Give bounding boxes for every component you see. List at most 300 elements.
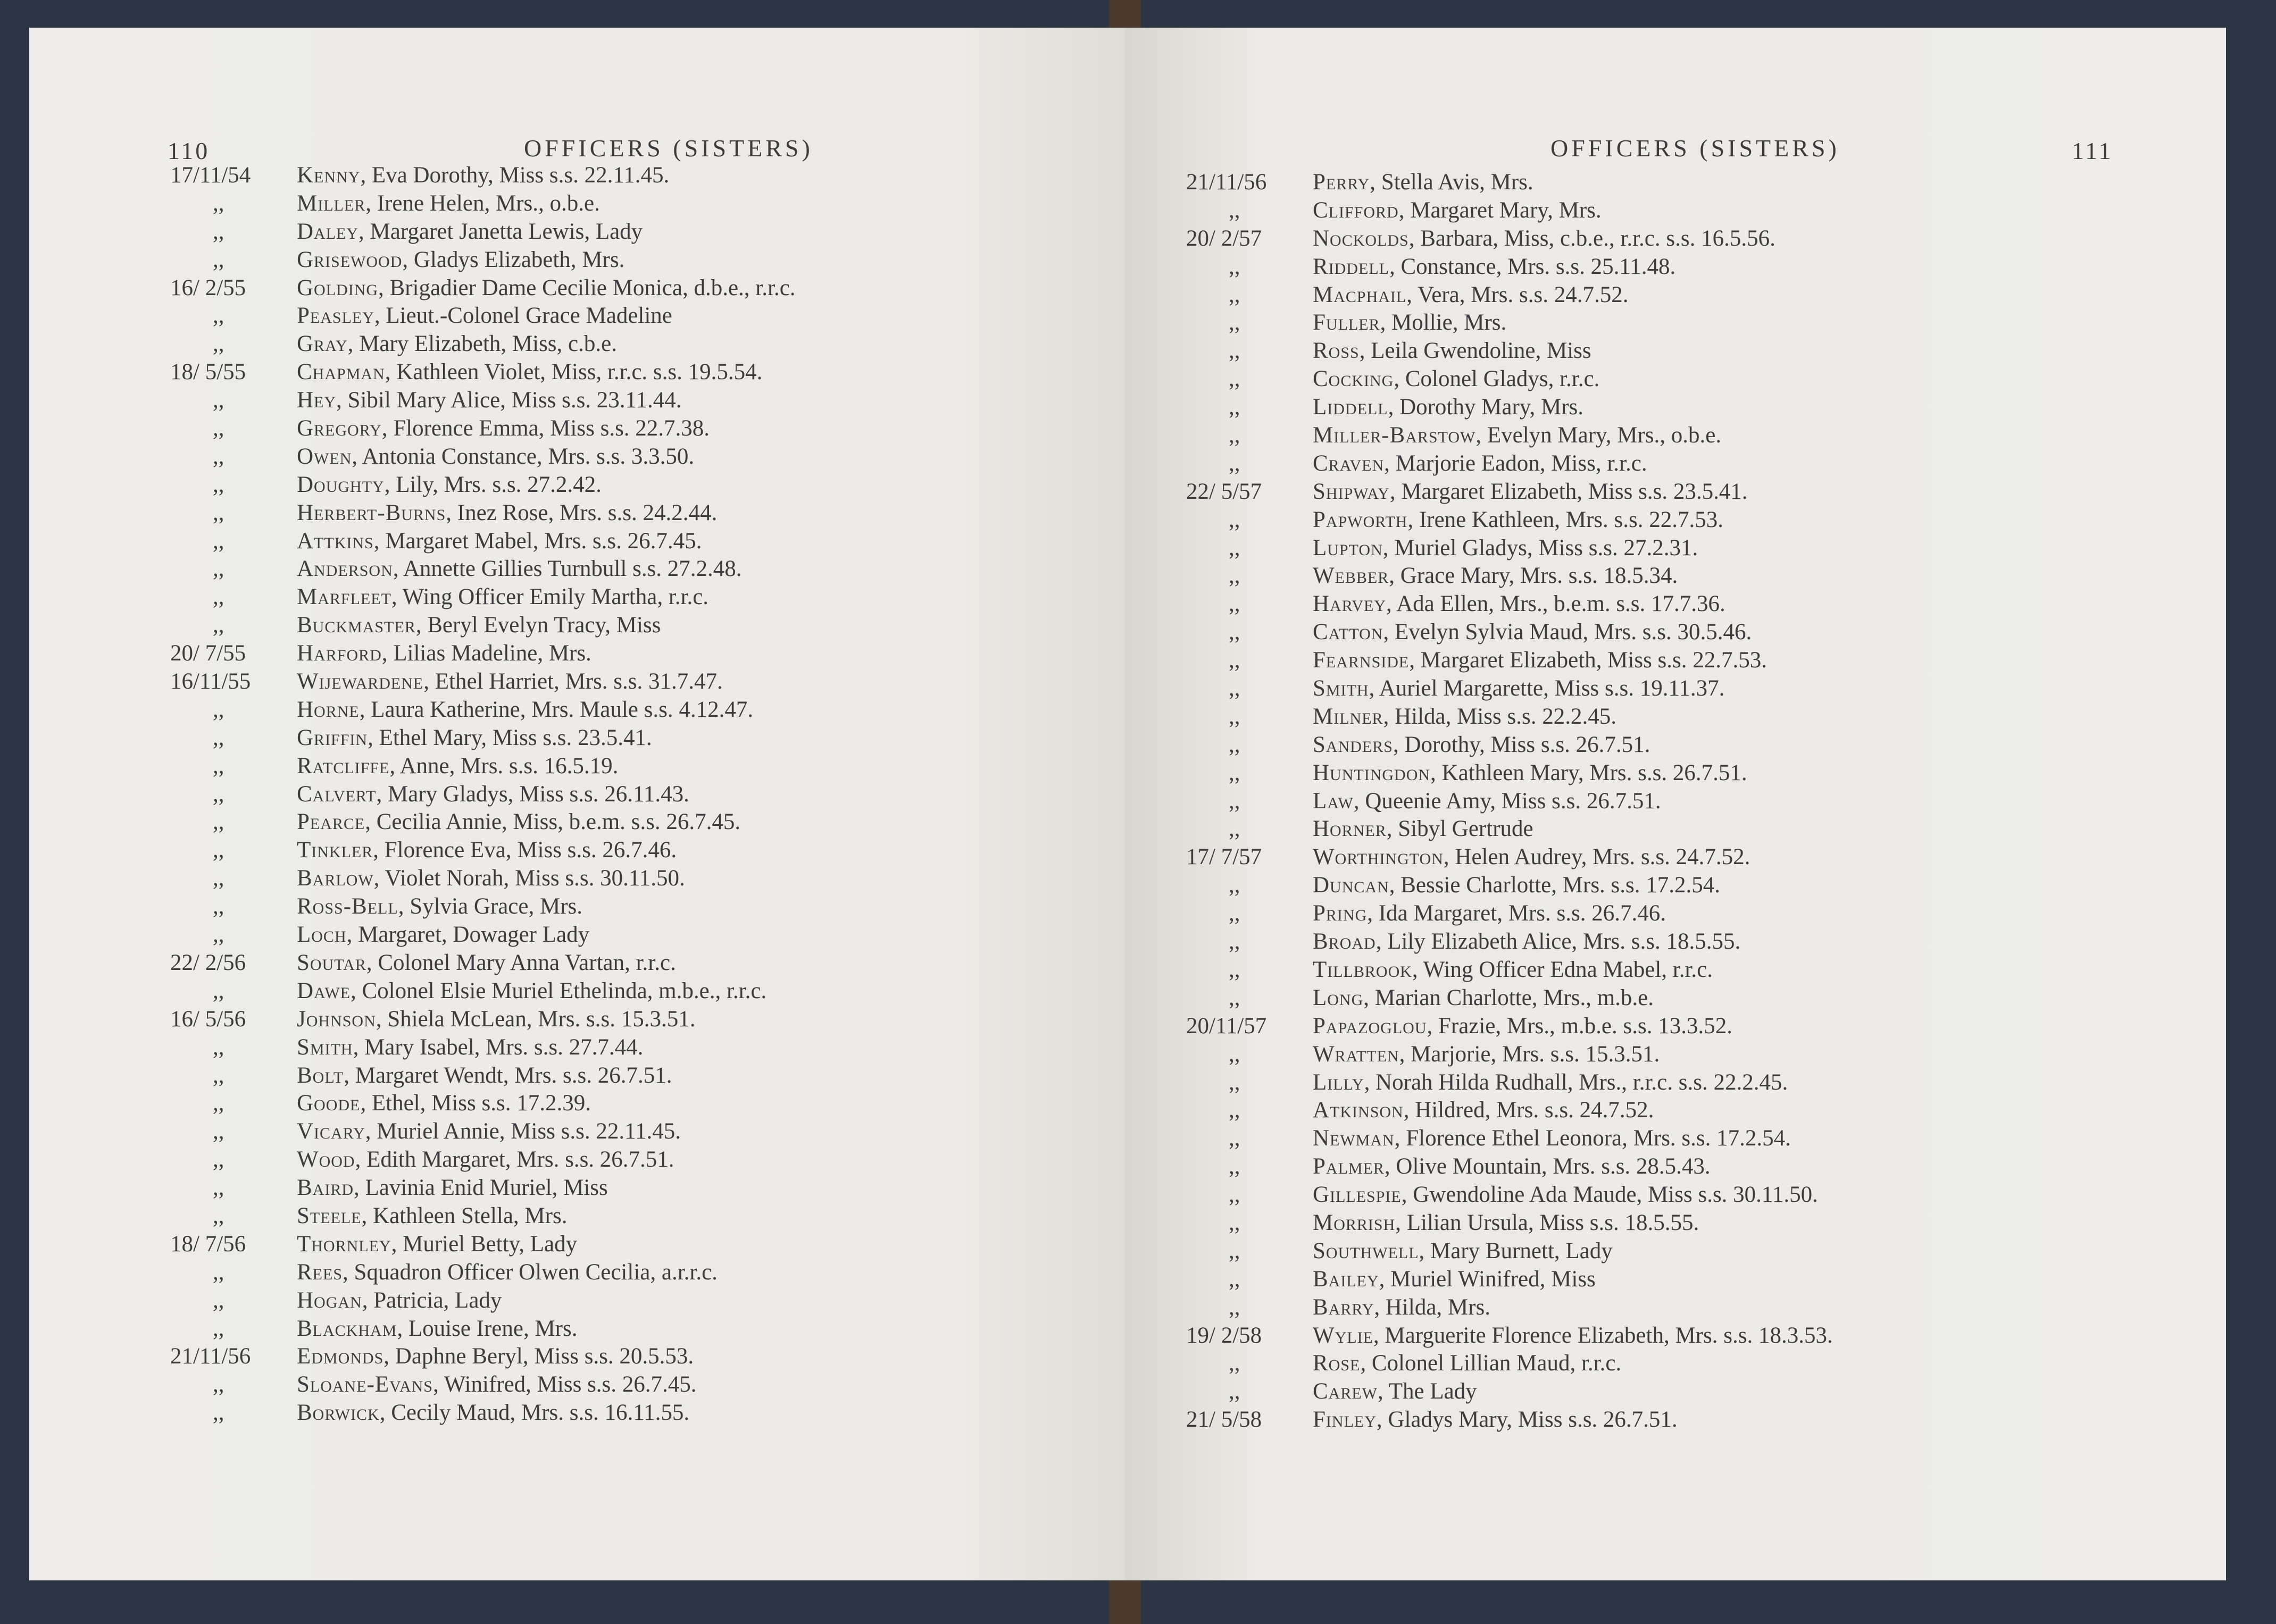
entry-details: , Lieut.-Colonel Grace Madeline [374,303,672,329]
entry-details: , Helen Audrey, Mrs. s.s. 24.7.52. [1443,844,1750,870]
entry-surname: Lilly [1313,1069,1364,1095]
entry-name [297,977,766,1006]
entry-name [297,443,694,471]
entry-details: , Marjorie Eadon, Miss, r.r.c. [1384,450,1647,476]
entry-name [297,612,661,640]
entry-name [1313,759,1747,788]
entry-details: , Annette Gillies Turnbull s.s. 27.2.48. [393,556,742,582]
entry-details: , Florence Emma, Miss s.s. 22.7.38. [381,416,710,441]
entry-details: , Irene Helen, Mrs., o.b.e. [365,190,600,216]
entry-date: 18/ 7/56 [170,1231,246,1257]
entry-surname: Ratcliffe [297,753,390,778]
entry-name [297,724,652,752]
entry-name [297,1062,672,1090]
entry-date: ,, [213,303,224,329]
entry-details: , Wing Officer Emily Martha, r.r.c. [391,584,709,610]
entry-name [1313,1012,1732,1041]
entry-name [297,1118,681,1146]
entry-name [1313,815,1533,843]
entry-name [1313,1181,1818,1209]
entry-surname: Doughty [297,472,385,497]
entry-details: , Marian Charlotte, Mrs., m.b.e. [1363,985,1654,1010]
entry-name [297,1287,502,1315]
entry-date: ,, [213,838,224,863]
entry-name [1313,562,1678,590]
entry-details: , Inez Rose, Mrs. s.s. 24.2.44. [446,500,718,525]
entry-date: ,, [1229,929,1240,955]
entry-details: , Sibyl Gertrude [1386,816,1533,842]
entry-date: ,, [213,219,224,244]
entry-name [1313,309,1506,337]
entry-name [297,330,617,358]
entry-surname: Owen [297,443,352,469]
entry-date: 16/11/55 [170,669,251,694]
entry-details: , Norah Hilda Rudhall, Mrs., r.r.c. s.s. 22.2.45. [1364,1069,1788,1095]
entry-details: , Antonia Constance, Mrs. s.s. 3.3.50. [352,443,695,469]
entry-name [297,1399,689,1427]
entry-date: 16/ 2/55 [170,275,246,300]
entry-surname: Soutar [297,950,366,975]
entry-name [297,471,602,499]
entry-surname: Pring [1313,901,1368,926]
entry-surname: Calvert [297,781,377,807]
entry-name [1313,1350,1621,1378]
entry-details: , Mollie, Mrs. [1380,310,1507,336]
entry-name [1313,1069,1788,1097]
entry-surname: Gillespie [1313,1182,1402,1208]
entry-date: 21/11/56 [170,1344,251,1369]
entry-surname: Miller-Barstow [1313,423,1476,448]
entry-details: , Florence Eva, Miss s.s. 26.7.46. [373,838,677,863]
entry-name [1313,1406,1678,1434]
entry-surname: Carew [1313,1379,1378,1404]
entry-surname: Southwell [1313,1238,1419,1263]
entry-date: ,, [213,443,224,469]
entry-surname: Kenny [297,163,361,188]
entry-details: , Patricia, Lady [362,1287,502,1313]
entry-surname: Rose [1313,1351,1361,1376]
entry-surname: Harford [297,641,382,666]
entry-name [297,1202,567,1230]
entry-date: 19/ 2/58 [1186,1322,1262,1348]
entry-details: , Muriel Annie, Miss s.s. 22.11.45. [365,1119,681,1144]
entry-details: , Auriel Margarette, Miss s.s. 19.11.37. [1369,676,1725,701]
entry-name [297,358,762,387]
entry-surname: Rees [297,1259,343,1285]
entry-surname: Borwick [297,1400,380,1426]
entry-date: 17/ 7/57 [1186,844,1262,870]
entry-details: , Colonel Lillian Maud, r.r.c. [1360,1351,1622,1376]
entry-surname: Buckmaster [297,613,416,638]
entry-date: ,, [213,1287,224,1313]
entry-date: ,, [1229,1266,1240,1292]
entry-surname: Long [1313,985,1364,1010]
entry-surname: Vicary [297,1119,365,1144]
entry-surname: Riddell [1313,254,1389,279]
entry-date: ,, [1229,873,1240,898]
entry-details: , Muriel Betty, Lady [391,1231,578,1257]
entry-date: 22/ 2/56 [170,950,246,975]
entry-date: ,, [213,725,224,750]
entry-surname: Broad [1313,929,1376,955]
entry-name [1313,618,1752,647]
entry-date: ,, [1229,1154,1240,1179]
entry-date: 22/ 5/57 [1186,479,1262,504]
entry-date: ,, [1229,1098,1240,1123]
entry-name [1313,647,1767,675]
entry-details: , Florence Ethel Leonora, Mrs. s.s. 17.2.54. [1394,1126,1791,1151]
entry-details: , Colonel Mary Anna Vartan, r.r.c. [366,950,676,975]
entry-name [297,1034,643,1062]
entry-details: , Kathleen Violet, Miss, r.r.c. s.s. 19.5.54. [385,359,763,385]
entry-date: ,, [1229,732,1240,757]
entry-surname: Wood [297,1147,355,1173]
entry-date: ,, [213,697,224,722]
right-page [1125,28,2226,1580]
entry-details: , Margaret Mabel, Mrs. s.s. 26.7.45. [373,528,702,554]
entry-surname: Ross-Bell [297,894,398,919]
entry-details: , Mary Burnett, Lady [1419,1238,1613,1263]
entry-date: ,, [213,472,224,497]
entry-details: , Shiela McLean, Mrs. s.s. 15.3.51. [376,1006,696,1032]
entry-surname: Finley [1313,1407,1377,1433]
entry-name [297,1146,674,1174]
entry-surname: Wijewardene [297,669,424,694]
entry-date: ,, [213,978,224,1003]
running-head: OFFICERS (SISTERS) [1550,135,1840,162]
entry-surname: Barlow [297,866,374,891]
entry-date: ,, [213,922,224,948]
entry-date: ,, [213,1203,224,1228]
entry-details: , Cecilia Annie, Miss, b.e.m. s.s. 26.7.45. [365,809,741,835]
entry-date: 16/ 5/56 [170,1006,246,1032]
entry-details: , Dorothy, Miss s.s. 26.7.51. [1393,732,1650,757]
entry-surname: Bailey [1313,1266,1379,1292]
entry-details: , Laura Katherine, Mrs. Maule s.s. 4.12.47. [359,697,754,722]
entry-surname: Craven [1313,450,1385,476]
entry-name [297,949,676,977]
entry-date: ,, [213,416,224,441]
entry-name [297,499,717,528]
entry-surname: Morrish [1313,1210,1396,1235]
entry-surname: Steele [297,1203,362,1228]
entry-date: ,, [1229,197,1240,223]
entry-name [1313,422,1721,450]
entry-date: ,, [1229,676,1240,701]
entry-details: , Squadron Officer Olwen Cecilia, a.r.r.c. [343,1259,718,1285]
entry-details: , Queenie Amy, Miss s.s. 26.7.51. [1353,788,1661,814]
entry-name [1313,1153,1711,1181]
entry-date: 20/ 2/57 [1186,225,1262,251]
entry-name [1313,253,1675,281]
entry-date: ,, [1229,450,1240,476]
entry-details: , Kathleen Stella, Mrs. [361,1203,568,1228]
entry-details: , Brigadier Dame Cecilie Monica, d.b.e., r.r.c. [378,275,796,300]
entry-date: ,, [213,1147,224,1173]
entry-date: ,, [1229,254,1240,279]
entry-details: , Louise Irene, Mrs. [397,1316,578,1341]
entry-name [1313,731,1650,759]
entry-surname: Loch [297,922,347,948]
entry-name [1313,984,1654,1012]
entry-name [1313,1237,1613,1266]
entry-surname: Shipway [1313,479,1390,504]
entry-surname: Perry [1313,170,1370,195]
entry-surname: Fearnside [1313,648,1410,673]
entry-details: , Colonel Elsie Muriel Ethelinda, m.b.e., r.r.c. [350,978,767,1003]
entry-name [1313,365,1599,394]
entry-details: , Lily Elizabeth Alice, Mrs. s.s. 18.5.55. [1375,929,1741,955]
entry-name [297,1371,697,1399]
entry-details: , Mary Isabel, Mrs. s.s. 27.7.44. [353,1034,644,1060]
entry-name [297,1315,578,1343]
entry-details: , Margaret Wendt, Mrs. s.s. 26.7.51. [344,1062,672,1088]
entry-surname: Wratten [1313,1041,1399,1067]
entry-details: , Evelyn Sylvia Maud, Mrs. s.s. 30.5.46. [1383,620,1752,645]
entry-name [1313,590,1725,618]
entry-details: , Muriel Gladys, Miss s.s. 27.2.31. [1382,535,1698,560]
entry-details: , Margaret Elizabeth, Miss s.s. 23.5.41. [1389,479,1748,504]
entry-date: ,, [1229,816,1240,842]
entry-name [1313,1294,1490,1322]
entry-name [297,1090,591,1118]
entry-surname: Barry [1313,1294,1374,1320]
entry-name [1313,788,1661,816]
entry-date: ,, [1229,282,1240,307]
entry-date: ,, [1229,366,1240,392]
entry-surname: Harvey [1313,591,1386,617]
entry-surname: Law [1313,788,1354,814]
entry-date: ,, [213,331,224,357]
entry-date: ,, [213,781,224,807]
entry-surname: Papworth [1313,507,1408,532]
entry-name [297,1174,608,1202]
entry-surname: Catton [1313,620,1383,645]
entry-date: ,, [213,247,224,272]
entry-surname: Newman [1313,1126,1395,1151]
entry-date: 21/ 5/58 [1186,1407,1262,1433]
entry-details: , Daphne Beryl, Miss s.s. 20.5.53. [383,1344,694,1369]
entry-details: , Marjorie, Mrs. s.s. 15.3.51. [1399,1041,1660,1067]
entry-surname: Tinkler [297,838,373,863]
entry-surname: Johnson [297,1006,376,1032]
entry-details: , Ada Ellen, Mrs., b.e.m. s.s. 17.7.36. [1386,591,1725,617]
entry-date: ,, [213,894,224,919]
entry-surname: Dawe [297,978,351,1003]
entry-surname: Blackham [297,1316,397,1341]
entry-surname: Golding [297,275,379,300]
entry-surname: Herbert-Burns [297,500,446,525]
entry-details: , Lavinia Enid Muriel, Miss [354,1175,608,1201]
entry-details: , Hilda, Mrs. [1374,1294,1490,1320]
entry-date: ,, [213,1372,224,1397]
entry-date: ,, [213,1034,224,1060]
left-page [29,28,1125,1580]
entry-name [297,555,742,583]
entry-date: ,, [1229,620,1240,645]
entry-date: ,, [1229,591,1240,617]
entry-name [297,190,600,218]
entry-details: , Anne, Mrs. s.s. 16.5.19. [389,753,619,778]
entry-surname: Atkinson [1313,1098,1404,1123]
entry-date: 17/11/54 [170,163,251,188]
entry-date: ,, [1229,338,1240,364]
entry-name [297,921,589,949]
entry-details: , Ethel Harriet, Mrs. s.s. 31.7.47. [423,669,723,694]
entry-name [1313,900,1666,928]
entry-date: ,, [1229,310,1240,336]
entry-name [297,781,689,809]
entry-name [1313,281,1629,309]
entry-name [297,808,740,836]
entry-surname: Attkins [297,528,374,554]
entry-name [297,836,677,865]
entry-surname: Smith [297,1034,353,1060]
entry-details: , Winifred, Miss s.s. 26.7.45. [432,1372,697,1397]
entry-surname: Cocking [1313,366,1394,392]
entry-details: , Bessie Charlotte, Mrs. s.s. 17.2.54. [1389,873,1721,898]
entry-surname: Goode [297,1091,361,1116]
entry-date: ,, [1229,1379,1240,1404]
entry-details: , Marguerite Florence Elizabeth, Mrs. s.s. 18.3.53. [1373,1322,1833,1348]
entry-details: , Violet Norah, Miss s.s. 30.11.50. [373,866,685,891]
entry-surname: Pearce [297,809,365,835]
entry-name [1313,1041,1660,1069]
entry-surname: Thornley [297,1231,391,1257]
entry-date: ,, [1229,760,1240,785]
entry-date: ,, [213,528,224,554]
entry-name [297,415,710,443]
entry-date: ,, [213,584,224,610]
entry-date: ,, [213,1091,224,1116]
entry-details: , Irene Kathleen, Mrs. s.s. 22.7.53. [1407,507,1723,532]
entry-date: 20/11/57 [1186,1013,1267,1039]
entry-date: ,, [1229,507,1240,532]
entry-name [1313,169,1533,197]
entry-details: , Stella Avis, Mrs. [1370,170,1533,195]
entry-name [297,1259,718,1287]
entry-details: , Olive Mountain, Mrs. s.s. 28.5.43. [1384,1154,1711,1179]
entry-details: , Mary Elizabeth, Miss, c.b.e. [347,331,617,357]
entry-name [1313,1322,1833,1350]
entry-surname: Papazoglou [1313,1013,1427,1039]
entry-details: , Dorothy Mary, Mrs. [1388,395,1584,420]
entry-details: , Cecily Maud, Mrs. s.s. 16.11.55. [379,1400,690,1426]
entry-details: , Constance, Mrs. s.s. 25.11.48. [1389,254,1676,279]
page-number: 111 [2072,137,2113,164]
entry-name [1313,1378,1477,1406]
entry-surname: Baird [297,1175,354,1201]
entry-details: , Hilda, Miss s.s. 22.2.45. [1383,704,1616,729]
entry-name [1313,534,1698,563]
entry-date: 20/ 7/55 [170,641,246,666]
entry-details: , Ethel Mary, Miss s.s. 23.5.41. [368,725,652,750]
entry-surname: Huntingdon [1313,760,1431,785]
entry-name [297,1230,577,1259]
entry-date: ,, [1229,1182,1240,1208]
entry-details: , Margaret Janetta Lewis, Lady [359,219,643,244]
entry-surname: Peasley [297,303,374,329]
entry-details: , Eva Dorothy, Miss s.s. 22.11.45. [360,163,670,188]
page-number: 110 [168,137,210,164]
entry-name [297,668,723,696]
entry-details: , Hildred, Mrs. s.s. 24.7.52. [1403,1098,1654,1123]
entry-date: ,, [213,753,224,778]
entry-details: , Barbara, Miss, c.b.e., r.r.c. s.s. 16.5.56. [1408,225,1775,251]
entry-date: 18/ 5/55 [170,359,246,385]
entry-name [297,218,643,246]
entry-date: ,, [213,1175,224,1201]
entry-name [1313,225,1775,253]
entry-date: 21/11/56 [1186,170,1267,195]
entry-details: , Muriel Winifred, Miss [1379,1266,1596,1292]
entry-name [1313,197,1602,225]
entry-surname: Milner [1313,704,1383,729]
entry-date: ,, [1229,563,1240,589]
entry-details: , Margaret, Dowager Lady [346,922,590,948]
entry-surname: Sanders [1313,732,1393,757]
entry-name [297,752,618,781]
entry-surname: Griffin [297,725,368,750]
entry-details: , Margaret Elizabeth, Miss s.s. 22.7.53. [1409,648,1768,673]
entry-date: ,, [213,500,224,525]
entry-details: , Lily, Mrs. s.s. 27.2.42. [384,472,602,497]
entry-date: ,, [1229,648,1240,673]
entry-surname: Horner [1313,816,1387,842]
entry-details: , Frazie, Mrs., m.b.e. s.s. 13.3.52. [1427,1013,1732,1039]
entry-name [1313,394,1583,422]
entry-name [1313,1209,1699,1237]
entry-surname: Smith [1313,676,1369,701]
entry-details: , Colonel Gladys, r.r.c. [1394,366,1600,392]
entry-surname: Daley [297,219,359,244]
entry-details: , Wing Officer Edna Mabel, r.r.c. [1412,957,1713,982]
entry-surname: Clifford [1313,197,1399,223]
entry-name [297,387,681,415]
entry-date: ,, [213,866,224,891]
entry-details: , Ethel, Miss s.s. 17.2.39. [360,1091,591,1116]
entry-name [1313,928,1740,956]
entry-details: , Margaret Mary, Mrs. [1398,197,1602,223]
entry-name [1313,1096,1654,1125]
entry-name [297,162,669,190]
entry-date: ,, [213,388,224,413]
entry-name [1313,872,1720,900]
entry-details: , Grace Mary, Mrs. s.s. 18.5.34. [1389,563,1678,589]
entry-surname: Anderson [297,556,393,582]
entry-surname: Fuller [1313,310,1380,336]
entry-surname: Horne [297,697,360,722]
entry-surname: Ross [1313,338,1360,364]
entry-date: ,, [1229,395,1240,420]
entry-surname: Liddell [1313,395,1388,420]
entry-name [297,246,624,274]
entry-surname: Lupton [1313,535,1383,560]
entry-name [1313,675,1724,703]
entry-date: ,, [1229,985,1240,1010]
entry-surname: Chapman [297,359,385,385]
entry-details: , Lilian Ursula, Miss s.s. 18.5.55. [1395,1210,1699,1235]
entry-surname: Webber [1313,563,1389,589]
entry-surname: Duncan [1313,873,1389,898]
entry-surname: Tillbrook [1313,957,1412,982]
entry-details: , Beryl Evelyn Tracy, Miss [415,613,661,638]
entry-surname: Hogan [297,1287,362,1313]
entry-surname: Worthington [1313,844,1444,870]
entry-date: ,, [1229,423,1240,448]
entry-surname: Bolt [297,1062,344,1088]
entry-surname: Edmonds [297,1344,384,1369]
